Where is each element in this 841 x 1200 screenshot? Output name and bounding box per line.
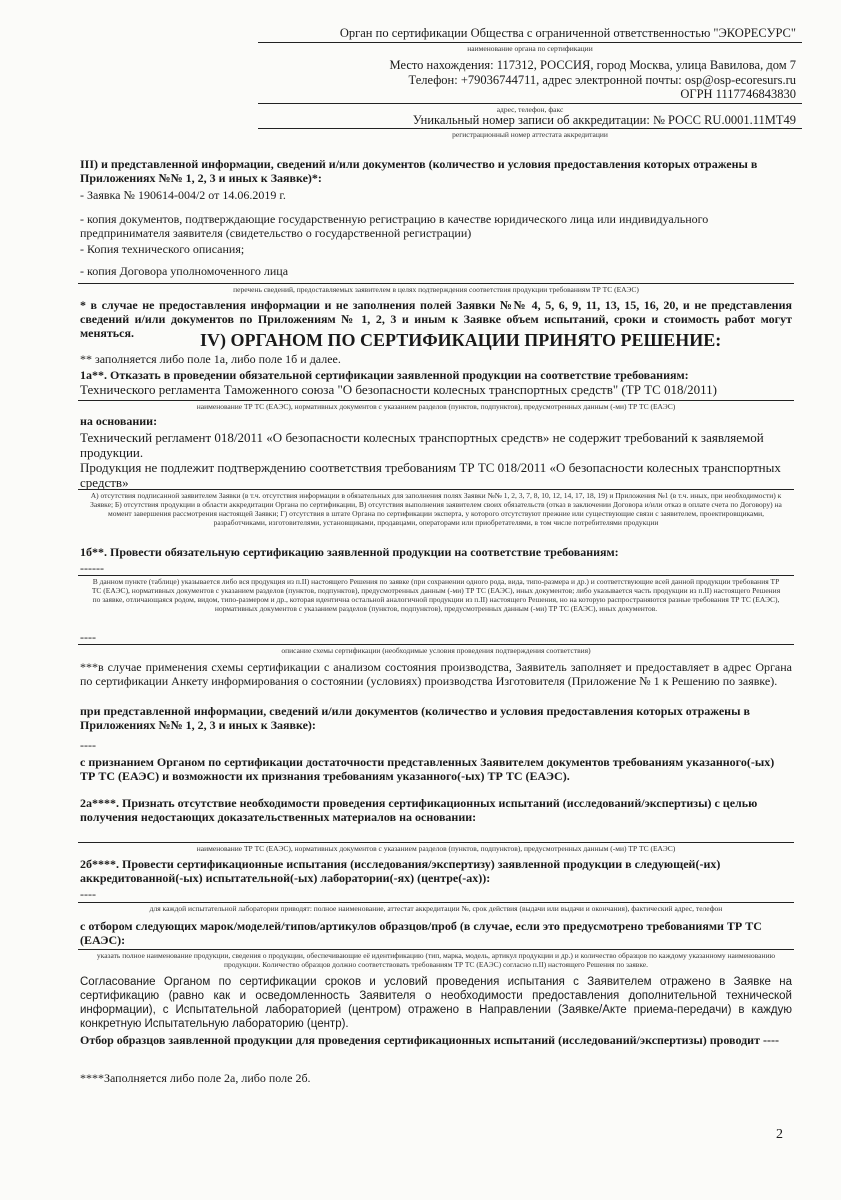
- divider: [258, 128, 802, 129]
- p1b-caption: В данном пункте (таблице) указывается либо вся продукция из п.II) настоящего Решения по заявке (при сохранении одного рода, вида, типо-размера и др.) и соответствующие всей данной продукции требования ТР ТС (ЕАЭС), нормативных документов с указанием разделов (пунктов, подпунктов), предусмотренных данным (-ми) ТР ТС (ЕАЭС), иных документов; либо указывается часть продукции из п.II) настоящего Решения по заявке, отличающаяся родом, видом, типо-размером и др., которая идентична остальной аналогичной продукции из п.II) настоящего Решения, но на которую распространяются разные требования ТР ТС (ЕАЭС), нормативных документов с указанием разделов (пунктов, подпунктов), предусмотренных данным (-ми) ТР ТС (ЕАЭС), иных документов.: [91, 577, 781, 613]
- samples-caption: указать полное наименование продукции, сведения о продукции, обеспечивающие её идентификацию (тип, марка, модель, артикул продукции и др.) и количество образцов по каждому указанному наименованию продукции. Количество образцов должно соответствовать требованиям ТР ТС (ЕАЭС) согласно п.II) настоящего Решения по заявке.: [96, 951, 776, 969]
- divider: [78, 575, 794, 576]
- section3-caption: перечень сведений, предоставляемых заявителем в целях подтверждения соответствия продукции требованиям ТР ТС (ЕАЭС): [233, 285, 639, 294]
- contacts-caption: адрес, телефон, факс: [496, 105, 564, 114]
- p2a-heading: 2а****. Признать отсутствие необходимости проведения сертификационных испытаний (исследований/экспертизы) с целью получения недостающих доказательственных материалов на основании:: [80, 796, 758, 824]
- recognition-text: с признанием Органом по сертификации достаточности представленных Заявителем документов требованиям указанного(-ых) ТР ТС (ЕАЭС) и возможности их признания требованиям указанного(-ых) ТР ТС (ЕАЭС).: [80, 755, 775, 783]
- ogrn: ОГРН 1117746843830: [680, 87, 796, 101]
- divider: [78, 283, 794, 284]
- p2b-value: ----: [80, 887, 96, 901]
- section3-item-registration: - копия документов, подтверждающие государственную регистрацию в качестве юридического лица или индивидуального предпринимателя заявителя (свидетельство о государственной регистрации): [80, 212, 709, 240]
- p1b-heading: 1б**. Провести обязательную сертификацию заявленной продукции на соответствие требованиям:: [80, 545, 619, 559]
- section4-heading: IV) ОРГАНОМ ПО СЕРТИФИКАЦИИ ПРИНЯТО РЕШЕНИЕ:: [200, 330, 722, 350]
- accreditation-caption: регистрационный номер аттестата аккредитации: [452, 130, 608, 139]
- divider: [78, 842, 794, 843]
- section3-item-tech-description: - Копия технического описания;: [80, 242, 245, 256]
- section3-heading: III) и представленной информации, сведений и/или документов (количество и условия предоставления которых отражены в Приложениях №№ 1, 2, 3 и иных к Заявке)*:: [80, 157, 758, 185]
- section4-note: ** заполняется либо поле 1а, либо поле 1б и далее.: [80, 352, 341, 366]
- section3-item-contract: - копия Договора уполномоченного лица: [80, 264, 289, 278]
- scheme-value: ----: [80, 630, 96, 644]
- p2a-caption: наименование ТР ТС (ЕАЭС), нормативных документов с указанием разделов (пунктов, подпунктов), предусмотренных данным (-ми) ТР ТС (ЕАЭС): [196, 844, 676, 853]
- divider: [78, 644, 794, 645]
- sampling-text: Отбор образцов заявленной продукции для проведения сертификационных испытаний (исследований/экспертизы) проводит ----: [80, 1033, 779, 1047]
- divider: [78, 489, 794, 490]
- divider: [258, 103, 802, 104]
- p2b-caption: для каждой испытательной лаборатории приводят: полное наименование, аттестат аккредитации №, срок действия (выдачи или выдачи и окончания), фактический адрес, телефон: [149, 904, 723, 913]
- p1a-value: Технического регламента Таможенного союза "О безопасности колесных транспортных средств" (ТР ТС 018/2011): [80, 382, 717, 397]
- agreement-text: Согласование Органом по сертификации сроков и условий проведения испытания с Заявителем отражено в Заявке на сертификацию (равно как и осведомленность Заявителя о необходимости предоставления дополнительной технической информации), с Испытательной лабораторией (центром) отражено в Направлении (Заявке/Акте приема-передачи) в каждую конкретную Испытательную лабораторию (центр).: [80, 976, 792, 1030]
- section3-footnote: * в случае не предоставления информации и не заполнения полей Заявки №№ 4, 5, 6, 9, 11, 13, 15, 16, 20, и не представления сведений и/или документов по Приложениям № 1, 2, 3 и иным к Заявке объем испытаний, сроки и стоимость работ могут меняться.: [80, 298, 792, 340]
- accreditation-number: Уникальный номер записи об аккредитации: № РОСС RU.0001.11МТ49: [412, 113, 796, 127]
- section3-item-application: - Заявка № 190614-004/2 от 14.06.2019 г.: [80, 188, 286, 202]
- phone-email: Телефон: +79036744711, адрес электронной почты: osp@osp-ecoresurs.ru: [408, 73, 796, 87]
- info-heading: при представленной информации, сведений и/или документов (количество и условия предоставления которых отражены в Приложениях №№ 1, 2, 3 и иных к Заявке):: [80, 704, 750, 732]
- page-number: 2: [776, 1127, 783, 1142]
- p1a-heading: 1а**. Отказать в проведении обязательной сертификации заявленной продукции на соответствие требованиям:: [80, 368, 689, 382]
- p1b-value: ------: [80, 561, 104, 575]
- basis-caption: А) отсутствия подписанной заявителем Заявки (в т.ч. отсутствия информации в обязательных для заполнения полях Заявки №№ 1, 2, 3, 7, 8, 10, 12, 14, 17, 18, 19) и Приложения №1 (в т.ч. иных, при необходимости) к Заявке; Б) отсутствия продукции в области аккредитации Органа по сертификации, В) отсутствия выполнения заявителем своих обязательств (отказ в заключении Договора и/или отказ в оплате счета по Договору) на момент завершения рассмотрения настоящей Заявки; Г) отсутствия в штате Органа по сертификации эксперта, у которого отсутствуют прежние или существующие связи с заявителем, проектировщиками, разработчиками, изготовителями, установщиками, продавцами, операторами или приобретателями, в том числе потребителями продукции: [90, 491, 782, 527]
- basis-heading: на основании:: [80, 414, 158, 428]
- info-value: ----: [80, 738, 96, 752]
- basis-text-1: Технический регламент 018/2011 «О безопасности колесных транспортных средств» не содержит требований к заявляемой продукции.: [80, 430, 764, 460]
- org-caption: наименование органа по сертификации: [467, 44, 593, 53]
- basis-text-2: Продукция не подлежит подтверждению соответствия требованиям ТР ТС 018/2011 «О безопасности колесных транспортных средств»: [80, 460, 781, 490]
- samples-heading: с отбором следующих марок/моделей/типов/артикулов образцов/проб (в случае, если это предусмотрено требованиями ТР ТС (ЕАЭС):: [80, 919, 762, 947]
- scheme-caption: описание схемы сертификации (необходимые условия проведения подтверждения соответствия): [281, 646, 591, 655]
- divider: [78, 949, 794, 950]
- note4: ****Заполняется либо поле 2а, либо поле 2б.: [80, 1071, 311, 1085]
- p1a-caption: наименование ТР ТС (ЕАЭС), нормативных документов с указанием разделов (пунктов, подпунктов), предусмотренных данным (-ми) ТР ТС (ЕАЭС): [196, 402, 676, 411]
- divider: [258, 42, 802, 43]
- divider: [78, 400, 794, 401]
- note3: ***в случае применения схемы сертификации с анализом состояния производства, Заявитель заполняет и предоставляет в адрес Органа по сертификации Анкету информирования о состоянии (условиях) производства Изготовителя (Приложение № 1 к Решению по заявке).: [80, 660, 792, 688]
- address: Место нахождения: 117312, РОССИЯ, город Москва, улица Вавилова, дом 7: [389, 58, 796, 72]
- divider: [78, 902, 794, 903]
- p2b-heading: 2б****. Провести сертификационные испытания (исследования/экспертизу) заявленной продукции в следующей(-их) аккредитованной(-ых) испытательной(-ых) лаборатории(-ях) (центре(-ах)):: [80, 857, 721, 885]
- org-name: Орган по сертификации Общества с ограниченной ответственностью "ЭКОРЕСУРС": [339, 26, 796, 40]
